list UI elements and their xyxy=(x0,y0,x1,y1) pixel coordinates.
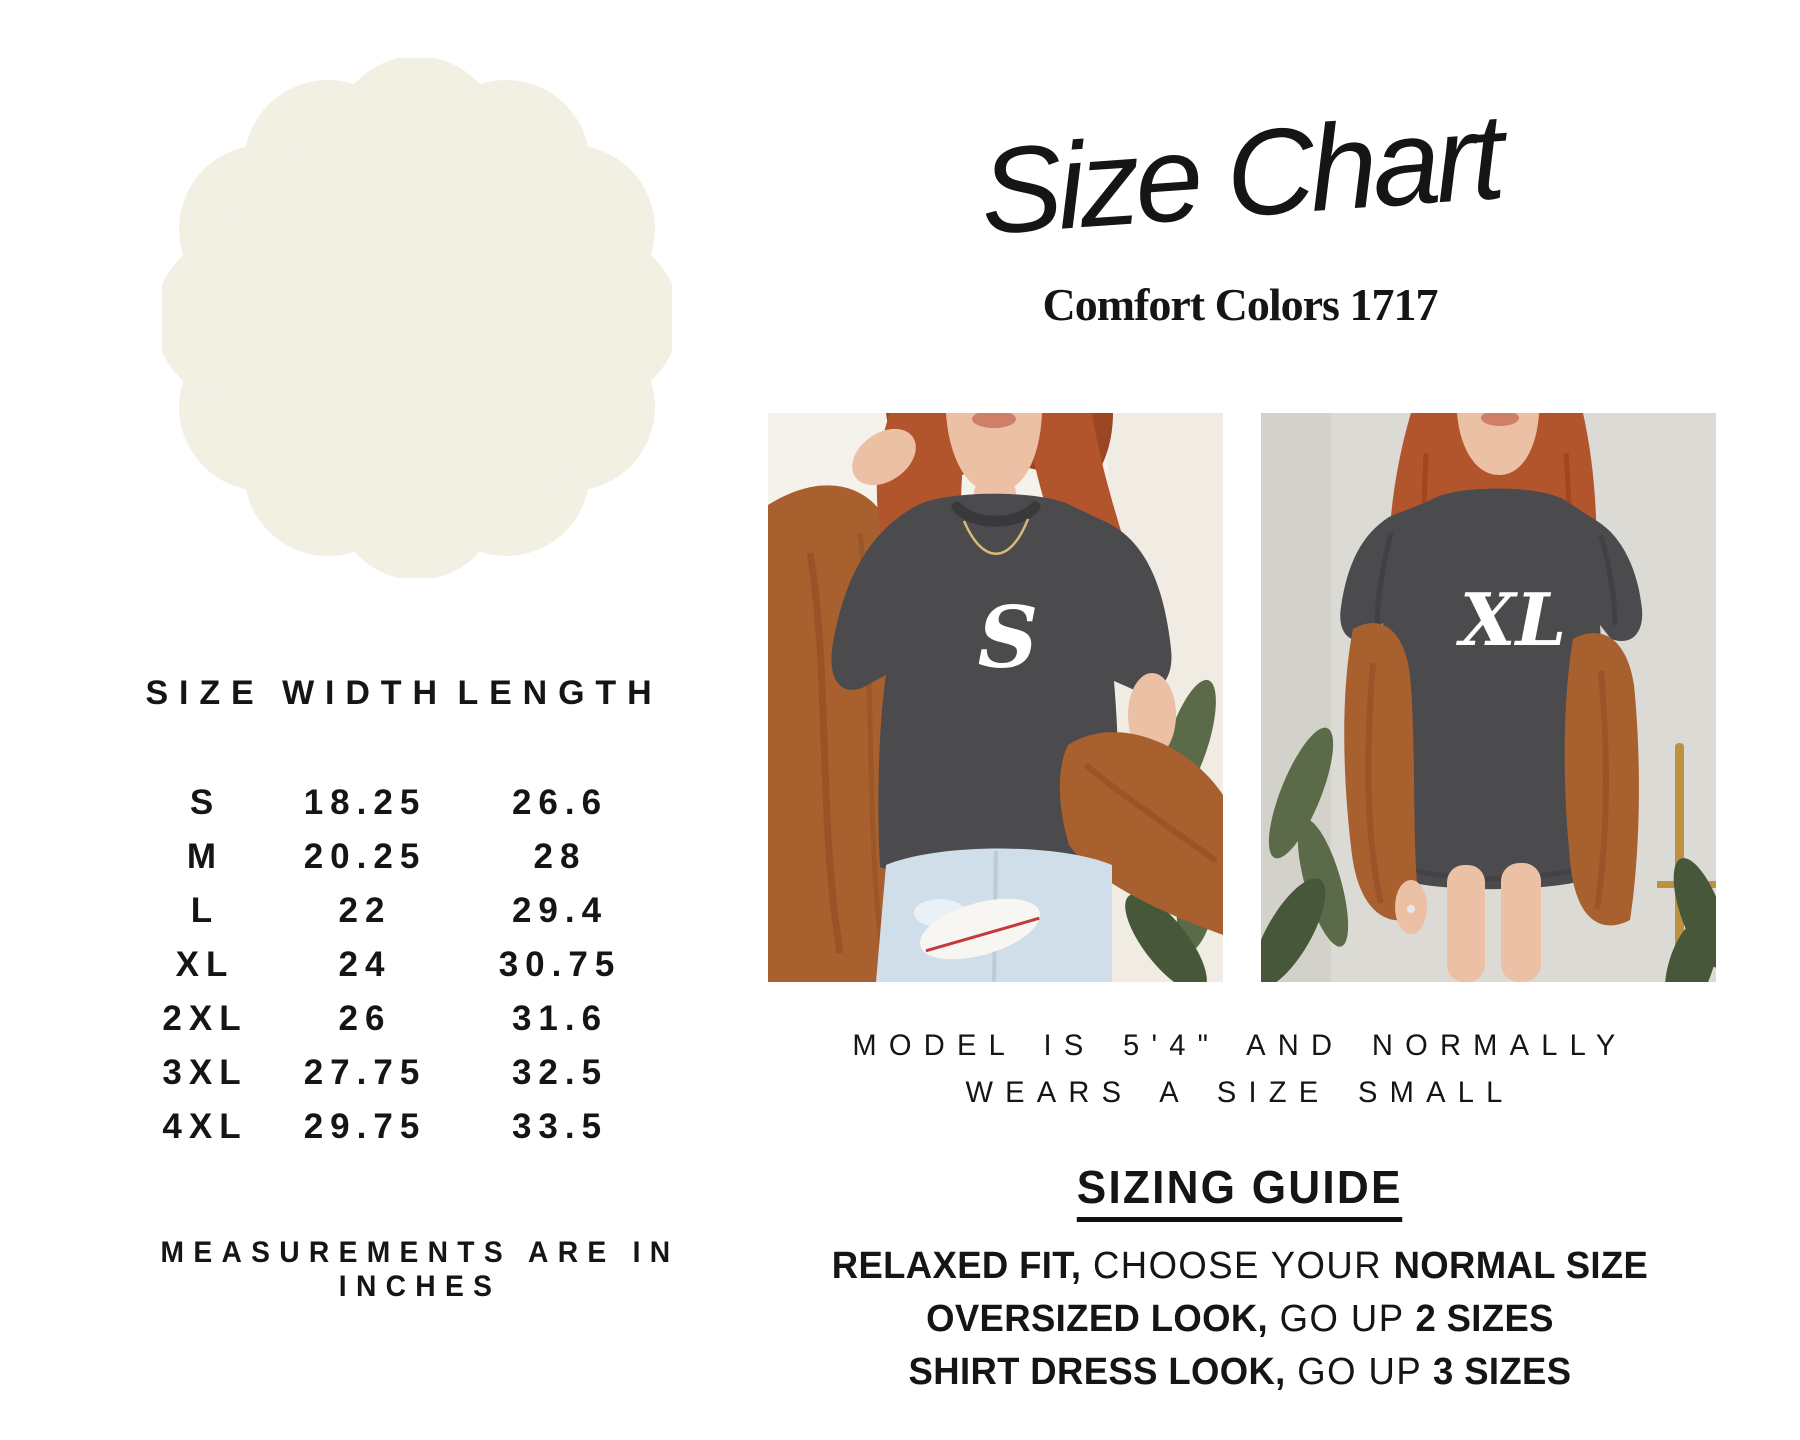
size-table-header xyxy=(130,672,670,714)
cell-size: M xyxy=(186,837,224,876)
shirt-size-letter-s: S xyxy=(977,588,1039,687)
guide-line1-regular: CHOOSE YOUR xyxy=(1081,1245,1394,1287)
table-row xyxy=(130,884,670,938)
model-caption-line2: WEARS A SIZE SMALL xyxy=(965,1076,1515,1109)
cell-width: 27.75 xyxy=(303,1053,427,1092)
cell-length: 28 xyxy=(533,837,587,876)
table-row xyxy=(130,1100,670,1154)
table-row xyxy=(130,776,670,830)
cell-width: 24 xyxy=(338,945,392,984)
column-header-length: LENGTH xyxy=(457,674,663,712)
model-caption-line1: MODEL IS 5'4" AND NORMALLY xyxy=(852,1029,1628,1062)
table-row xyxy=(130,938,670,992)
measurements-note: MEASUREMENTS ARE IN INCHES xyxy=(160,1236,680,1303)
sizing-guide-lines xyxy=(808,1240,1672,1399)
blob-petals xyxy=(162,58,672,578)
sizing-guide-line xyxy=(808,1293,1672,1346)
cell-width: 20.25 xyxy=(303,837,427,876)
cell-length: 33.5 xyxy=(511,1107,609,1146)
table-row xyxy=(130,992,670,1046)
cell-length: 30.75 xyxy=(498,945,622,984)
table-row xyxy=(130,1046,670,1100)
guide-line1-bold-tail: NORMAL SIZE xyxy=(1393,1245,1649,1287)
guide-line3-bold-lead: SHIRT DRESS LOOK, xyxy=(908,1351,1286,1393)
sizing-guide-line xyxy=(808,1346,1672,1399)
column-header-width: WIDTH xyxy=(282,674,448,712)
page-title: Size Chart xyxy=(976,88,1504,260)
sizing-guide-heading: SIZING GUIDE xyxy=(1077,1160,1403,1222)
scalloped-blob-shape xyxy=(162,58,672,578)
cell-width: 26 xyxy=(338,999,392,1038)
cell-width: 18.25 xyxy=(303,783,427,822)
model-photo-size-s xyxy=(768,413,1223,982)
model-photo-s-illustration xyxy=(768,413,1223,982)
guide-line2-bold-lead: OVERSIZED LOOK, xyxy=(926,1298,1269,1340)
cell-length: 32.5 xyxy=(511,1053,609,1092)
shirt-size-letter-xl: XL xyxy=(1459,577,1567,662)
cell-size: 4XL xyxy=(162,1107,248,1146)
guide-line3-regular: GO UP xyxy=(1285,1351,1434,1393)
guide-line2-regular: GO UP xyxy=(1268,1298,1416,1340)
column-header-size: SIZE xyxy=(145,674,265,712)
cell-size: 2XL xyxy=(162,999,248,1038)
cell-size: 3XL xyxy=(162,1053,248,1092)
cell-size: L xyxy=(190,891,220,930)
ring xyxy=(1407,905,1415,913)
cell-size: XL xyxy=(175,945,235,984)
guide-line2-bold-tail: 2 SIZES xyxy=(1415,1298,1554,1340)
size-table xyxy=(130,776,670,1154)
cell-length: 31.6 xyxy=(511,999,609,1038)
model-photo-xl-illustration xyxy=(1261,413,1716,982)
cell-width: 22 xyxy=(338,891,392,930)
cell-length: 29.4 xyxy=(511,891,609,930)
table-row xyxy=(130,830,670,884)
guide-line1-bold-lead: RELAXED FIT, xyxy=(831,1245,1082,1287)
cell-size: S xyxy=(189,783,221,822)
page-subtitle: Comfort Colors 1717 xyxy=(1042,279,1438,330)
sizing-guide-line xyxy=(808,1240,1672,1293)
guide-line3-bold-tail: 3 SIZES xyxy=(1433,1351,1572,1393)
cell-length: 26.6 xyxy=(511,783,609,822)
model-caption xyxy=(804,1022,1677,1116)
cell-width: 29.75 xyxy=(303,1107,427,1146)
sizing-guide-section xyxy=(840,1160,1640,1222)
model-photo-size-xl xyxy=(1261,413,1716,982)
